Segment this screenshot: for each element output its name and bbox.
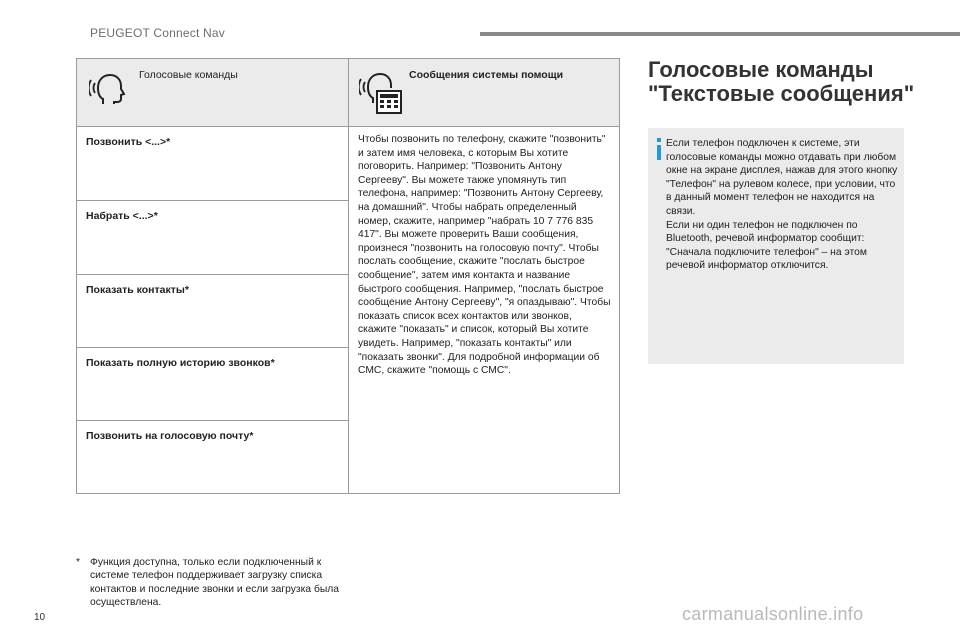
command-cell: Показать полную историю звонков* [77, 348, 348, 421]
commands-header-label: Голосовые команды [139, 69, 238, 81]
info-icon [656, 138, 662, 160]
commands-column [77, 127, 349, 493]
footnote-marker: * [76, 557, 81, 568]
page-number: 10 [34, 612, 46, 623]
section-title-line-1: Голосовые команды [648, 57, 874, 82]
info-box [648, 128, 904, 364]
speaking-head-keypad-icon [359, 69, 405, 120]
command-cell: Позвонить на голосовую почту* [86, 430, 254, 442]
info-paragraph-1: Если телефон подключен к системе, эти голосовые команды можно отдавать при любом окне на экране дисплея, нажав для этого кнопку "Телефон" на рулевом колесе, при условии, что в данный момент телефон не находится на связи. [666, 138, 898, 217]
section-title-line-2: "Текстовые сообщения" [648, 81, 915, 106]
command-cell: Позвонить <...>* [77, 127, 348, 201]
voice-commands-table [76, 58, 620, 494]
info-paragraph-2: Если ни один телефон не подключен по Bluetooth, речевой информатор сообщит: "Сначала подключите телефон" – на этом речевой информатор отключится. [666, 219, 867, 272]
footnote [76, 556, 346, 610]
table-header-commands [77, 59, 349, 127]
command-cell: Набрать <...>* [77, 201, 348, 275]
responses-header-label: Сообщения системы помощи [409, 69, 564, 81]
system-response-text: Чтобы позвонить по телефону, скажите "позвонить" и затем имя человека, с которым Вы хотите поговорить. Например: "Позвонить Антону Сергееву". Вы можете также упомянуть тип телефона, например: "Позвонить Антону Сергееву, на домашний". Чтобы набрать определенный номер, скажите, например "набрать 10 7 776 835 417". Вы можете проверить Ваши сообщения, произнеся "позвонить на голосовую почту". Чтобы послать сообщение, скажите "послать быстрое сообщение", затем имя контакта и название быстрого сообщения. Например, "послать быстрое сообщение Антону Сергееву", "я опаздываю". Чтобы показать список всех контактов или звонков, скажите "показать" и список, который Вы хотите увидеть. Например, "показать контакты" или "показать звонки". Для подробной информации об СМС, скажите "помощь с СМС". [358, 134, 611, 377]
speaking-head-icon [89, 71, 129, 116]
info-text [666, 137, 900, 273]
watermark: carmanualsonline.info [682, 604, 864, 624]
page-header-title: PEUGEOT Connect Nav [90, 26, 225, 40]
section-title [648, 58, 938, 106]
command-cell: Показать контакты* [77, 275, 348, 348]
table-header-responses [349, 59, 619, 127]
page-header-rule [480, 32, 960, 36]
footnote-text: Функция доступна, только если подключенный к системе телефон поддерживает загрузку списка контактов и последние звонки и если загрузка была осуществлена. [90, 557, 339, 609]
